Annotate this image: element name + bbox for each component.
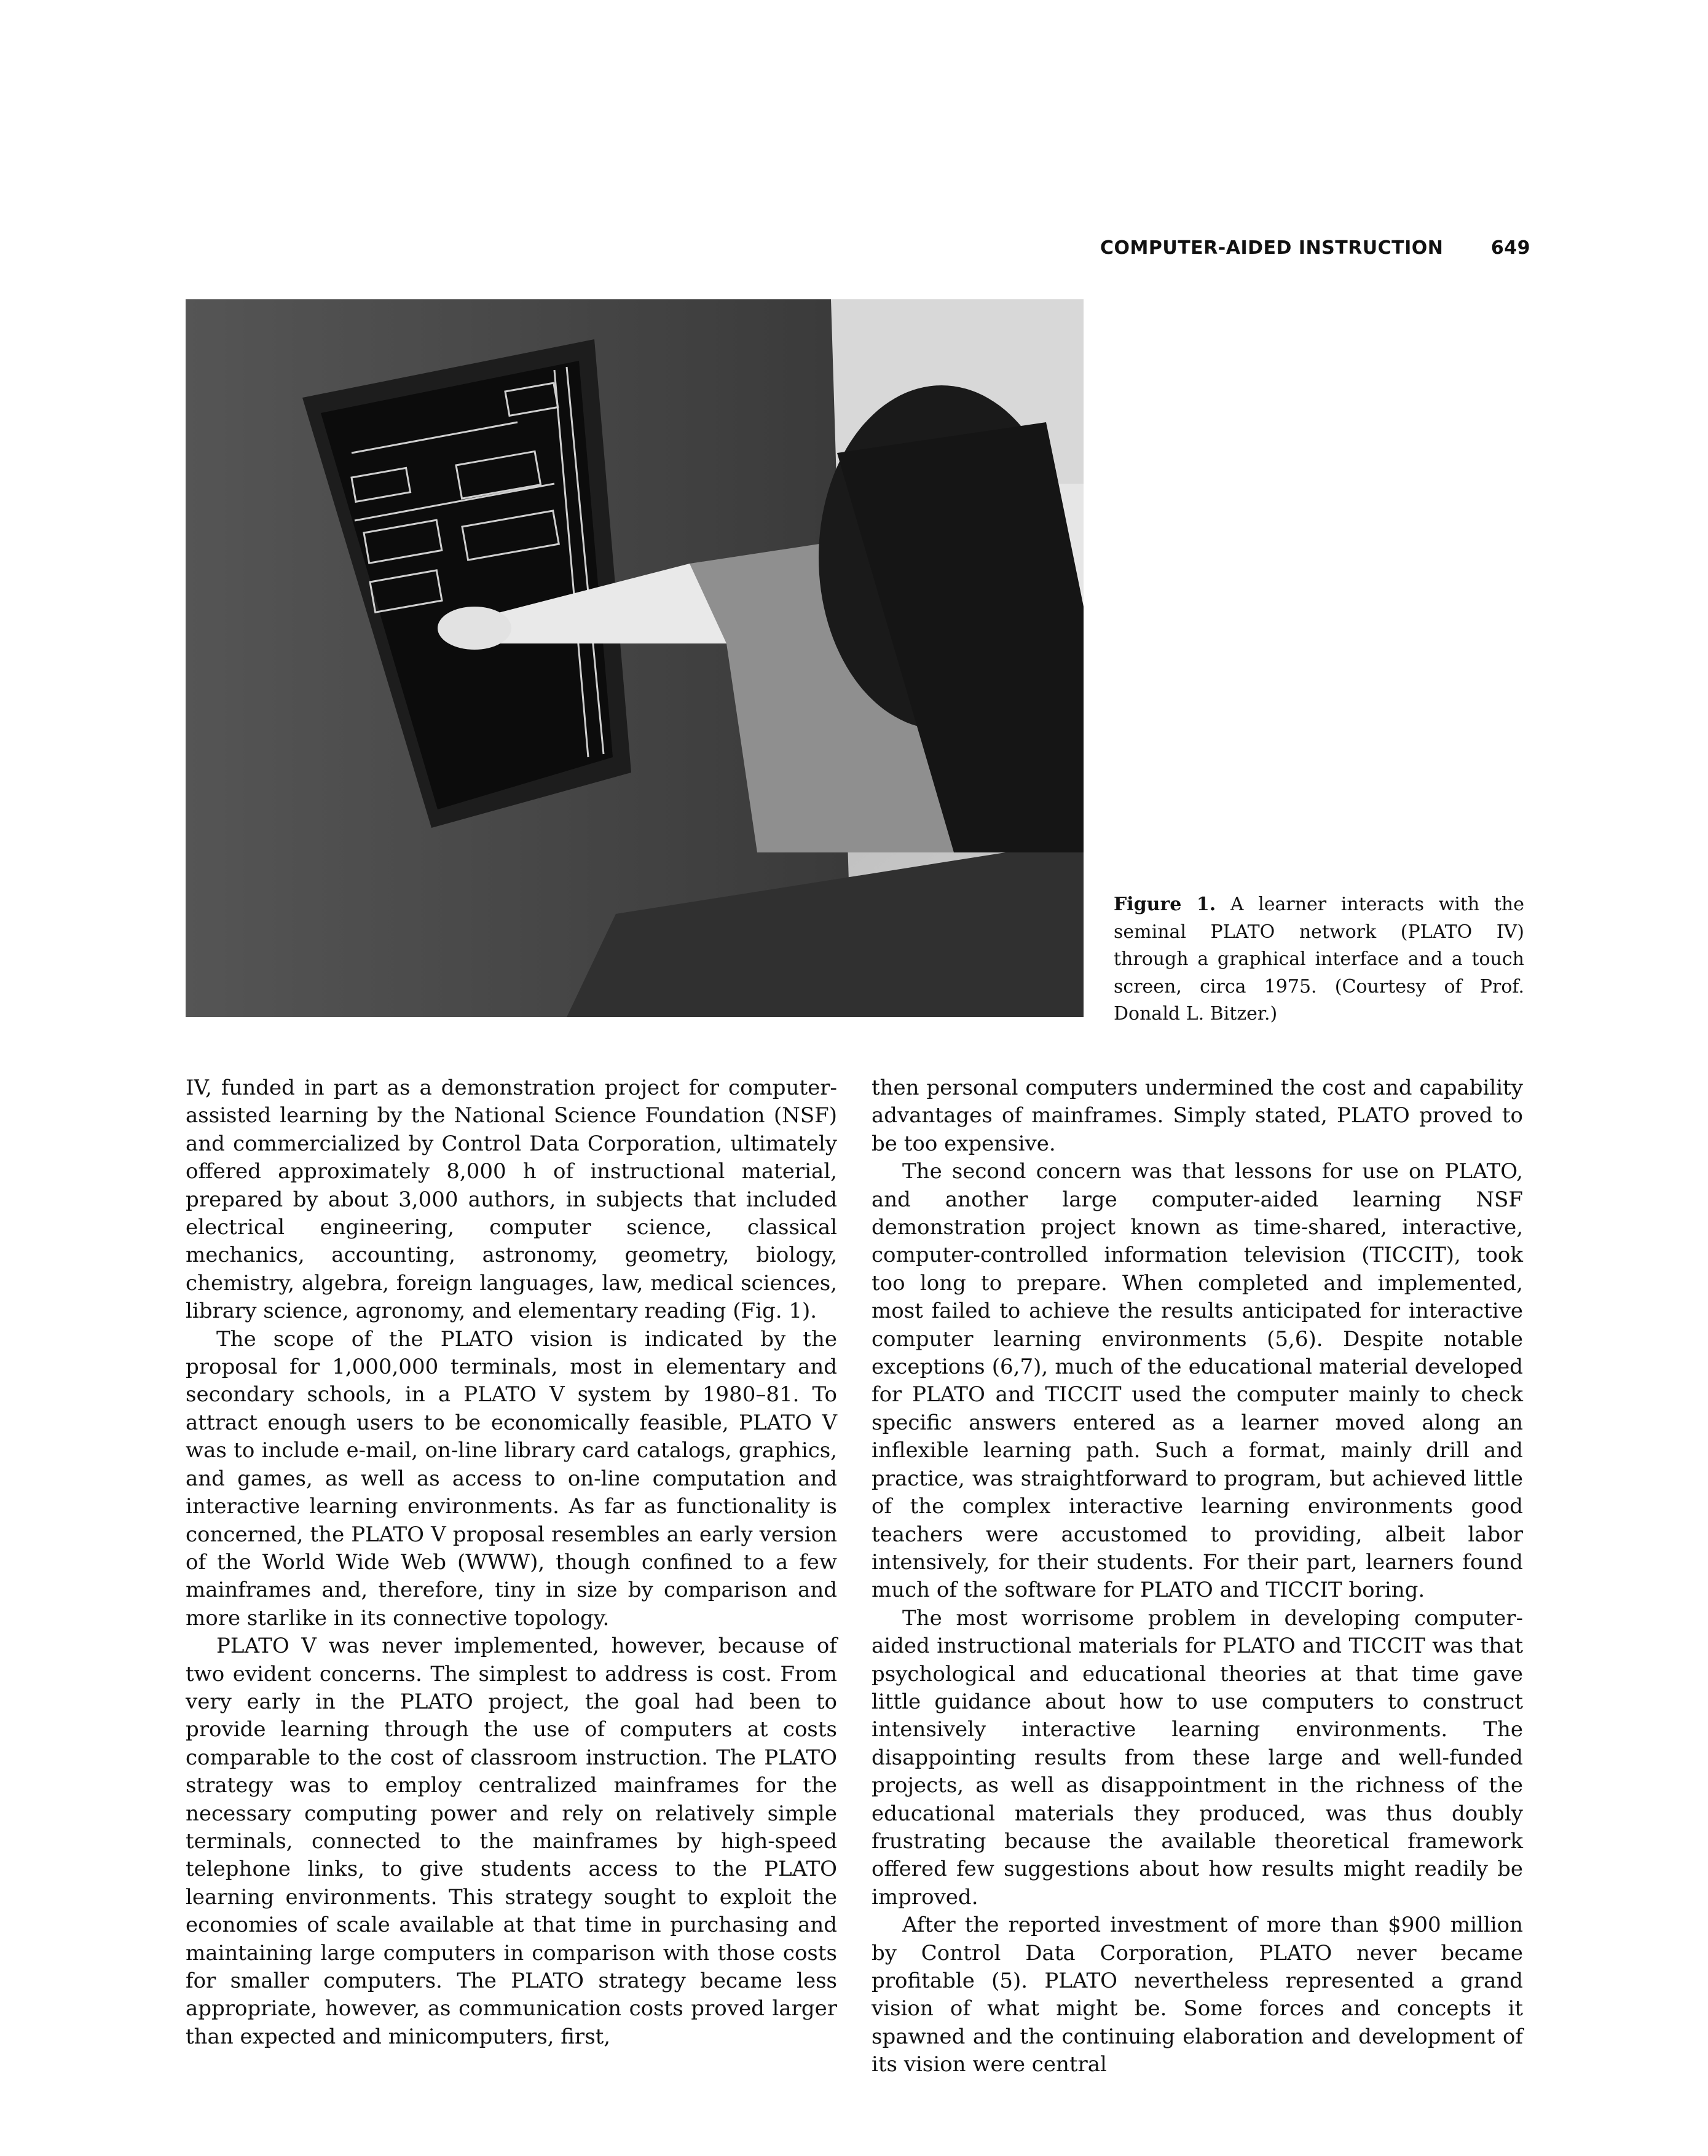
figure-photo: [186, 299, 1084, 1017]
paragraph: IV, funded in part as a demonstration project for computer-assisted learning by the National Science Foundation (NSF) and commercialized by Control Data Corporation, ultimately offered approximately 8,000 h of instructional material, prepared by about 3,000 authors, in subjects that included electrical engineering, computer science, classical mechanics, accounting, astronomy, geometry, biology, chemistry, algebra, foreign languages, law, medical sciences, library science, agronomy, and elementary reading (Fig. 1).: [186, 1076, 837, 1324]
paragraph: The scope of the PLATO vision is indicated by the proposal for 1,000,000 terminals, most in elementary and secondary schools, in a PLATO V system by 1980–81. To attract enough users to be economically feasible, PLATO V was to include e-mail, on-line library card catalogs, graphics, and games, as well as access to on-line computation and interactive learning environments. As far as functionality is concerned, the PLATO V proposal resembles an early version of the World Wide Web (WWW), though confined to a few mainframes and, therefore, tiny in size by comparison and more starlike in its connective topology.: [186, 1326, 837, 1631]
paragraph: The second concern was that lessons for use on PLATO, and another large computer-aided learning NSF demonstration project known as time-shared, interactive, computer-controlled information television (TICCIT), took too long to prepare. When completed and implemented, most failed to achieve the results anticipated for interactive computer learning environments (5,6). Despite notable exceptions (6,7), much of the educational material developed for PLATO and TICCIT used the computer mainly to check specific answers entered as a learner moved along an inflexible learning path. Such a format, mainly drill and practice, was straightforward to program, but achieved little of the complex interactive learning environments good teachers were accustomed to providing, albeit labor intensively, for their students. For their part, learners found much of the software for PLATO and TICCIT boring.: [872, 1159, 1523, 1603]
paragraph: then personal computers undermined the cost and capability advantages of mainframes. Simply stated, PLATO proved to be too expensive.: [872, 1076, 1523, 1156]
figure-label: Figure 1.: [1114, 894, 1216, 915]
paragraph: PLATO V was never implemented, however, because of two evident concerns. The simplest to address is cost. From very early in the PLATO project, the goal had been to provide learning through the use of computers at costs comparable to the cost of classroom instruction. The PLATO strategy was to employ centralized mainframes for the necessary computing power and rely on relatively simple terminals, connected to the mainframes by high-speed telephone links, to give students access to the PLATO learning environments. This strategy sought to exploit the economies of scale available at that time in purchasing and maintaining large computers in comparison with those costs for smaller computers. The PLATO strategy became less appropriate, however, as communication costs proved larger than expected and minicomputers, first,: [186, 1634, 837, 2049]
figure-caption: [1114, 891, 1524, 1028]
figure-caption-text: A learner interacts with the seminal PLATO network (PLATO IV) through a graphical interface and a touch screen, circa 1975. (Courtesy of Prof. Donald L. Bitzer.): [1114, 894, 1524, 1025]
page-number: 649: [1490, 237, 1530, 259]
paragraph: After the reported investment of more than $900 million by Control Data Corporation, PLATO never became profitable (5). PLATO nevertheless represented a grand vision of what might be. Some forces and concepts it spawned and the continuing elaboration and development of its vision were central: [872, 1913, 1523, 2077]
paragraph: The most worrisome problem in developing computer-aided instructional materials for PLATO and TICCIT was that psychological and educational theories at that time gave little guidance about how to use computers to construct intensively interactive learning environments. The disappointing results from these large and well-funded projects, as well as disappointment in the richness of the educational materials they produced, was thus doubly frustrating because the available theoretical framework offered few suggestions about how results might readily be improved.: [872, 1605, 1523, 1910]
left-column: [186, 1074, 837, 2051]
running-head-title: COMPUTER-AIDED INSTRUCTION: [1100, 237, 1444, 259]
right-column: [872, 1074, 1523, 2079]
